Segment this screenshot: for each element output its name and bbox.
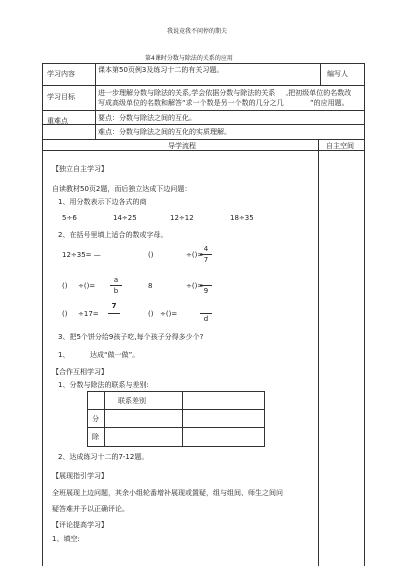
fill-r1c: ÷()= bbox=[186, 251, 204, 259]
self-study-intro: 自读教材50页2题，而后独立达成下边问题： bbox=[52, 185, 192, 193]
fill-r2b-num: a bbox=[113, 276, 119, 284]
display-line-1: 全班展现上边问题，其余小组轮番增补展现或置疑，组与组间、师生之间问 bbox=[52, 489, 283, 497]
fill-r3d-den: d bbox=[203, 315, 209, 323]
expr-2: 14÷25 bbox=[113, 214, 137, 222]
objective-line2: 写成高级单位的名数和解答“求一个数是另一个数的几分之几 bbox=[98, 99, 284, 107]
section-self-study-heading: 【独立自主学习】 bbox=[52, 165, 108, 173]
fill-r3b-num: 7 bbox=[111, 302, 117, 310]
label-content: 学习内容 bbox=[47, 70, 75, 78]
fill-r3d: ÷()= bbox=[160, 310, 178, 318]
evaluate-question-1: 1、填空: bbox=[52, 535, 80, 543]
expr-1: 5÷6 bbox=[62, 214, 77, 222]
question-2: 2、在括号里填上适合的数或字母。 bbox=[58, 231, 168, 239]
display-line-2: 疑答难并予以正确评论。 bbox=[52, 505, 129, 513]
label-key-points: 重难点 bbox=[47, 117, 68, 125]
editor-label: 编写人 bbox=[327, 70, 348, 78]
difficulty-line: 难点：分数与除法之间的互化的实质理解。 bbox=[98, 128, 231, 136]
page-title: 第4课时分数与除法的关系的应用 bbox=[145, 55, 233, 62]
header-motto: 我说竟我不问停的期夫 bbox=[167, 28, 228, 35]
fill-r2c: 8 bbox=[148, 282, 153, 290]
expr-4: 18÷35 bbox=[230, 214, 254, 222]
fill-r2d: ÷()= bbox=[186, 282, 204, 290]
key-point-line: 要点：分数与除法之间的互化。 bbox=[98, 114, 196, 122]
section-evaluate-heading: 【评论提高学习】 bbox=[52, 521, 108, 529]
fill-r1c-num: 4 bbox=[203, 245, 209, 253]
fill-r1c-den: 7 bbox=[203, 256, 209, 264]
comparison-table bbox=[87, 391, 265, 447]
content-text: 课本第50页例3及练习十二的有关习题。 bbox=[98, 66, 224, 74]
question-1: 1、用分数表示下边各式的商 bbox=[58, 198, 147, 206]
comparison-row-fraction: 分 bbox=[92, 415, 99, 423]
objective-line1b: ,把初级单位的名数改 bbox=[286, 89, 352, 97]
question-4: 达成“做一做”。 bbox=[90, 351, 140, 359]
frame-right bbox=[364, 63, 365, 566]
frame-top bbox=[42, 63, 364, 64]
objective-line1: 进一步理解分数与除法的关系,学会依据分数与除法的关系 bbox=[98, 89, 276, 97]
fill-r1b: () bbox=[148, 251, 154, 259]
guide-flow-label: 导学流程 bbox=[168, 142, 196, 150]
fill-r3c: () bbox=[148, 310, 154, 318]
fill-r1a: 12÷35= — bbox=[62, 251, 101, 259]
question-3: 3、把5个饼分给9孩子吃,每个孩子分得多少个? bbox=[58, 333, 204, 341]
cooperate-question-2: 2、达成练习十二的7-12题。 bbox=[58, 453, 149, 461]
section-display-heading: 【展现指引学习】 bbox=[52, 472, 108, 480]
comparison-header: 联系差别 bbox=[118, 397, 146, 405]
fill-r3a: () bbox=[62, 310, 68, 318]
label-objective: 学习目标 bbox=[47, 93, 75, 101]
expr-3: 12÷12 bbox=[170, 214, 194, 222]
self-space-label: 自主空间 bbox=[326, 142, 354, 150]
fill-r2a: () bbox=[62, 282, 68, 290]
objective-line2b: ”的应用题。 bbox=[310, 99, 349, 107]
fill-r2d-den: 9 bbox=[203, 287, 209, 295]
comparison-row-division: 除 bbox=[92, 433, 99, 441]
section-cooperate-heading: 【合作互相学习】 bbox=[52, 368, 108, 376]
fill-r2b-den: b bbox=[113, 287, 119, 295]
cooperate-question-1: 1、分数与除法的联系与差别: bbox=[58, 381, 149, 389]
fill-r2b: ÷()= bbox=[78, 282, 96, 290]
fill-r3b: ÷17= bbox=[78, 310, 99, 318]
question-4-num: 1、 bbox=[58, 351, 70, 359]
